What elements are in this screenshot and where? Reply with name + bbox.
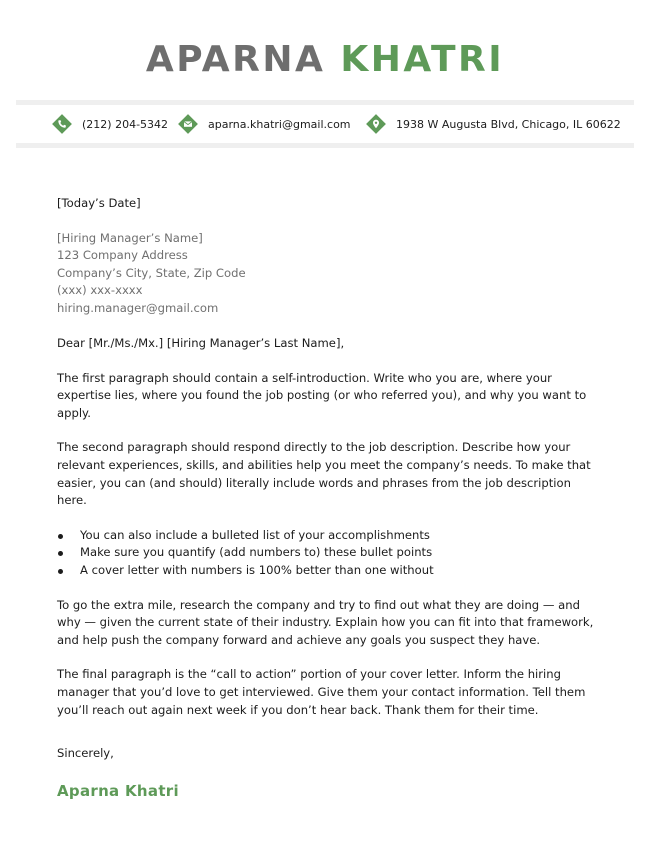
accomplishments-list: [57, 527, 597, 580]
paragraph-4: The final paragraph is the “call to action” portion of your cover letter. Inform the hiring manager that you’d love to get interviewed. Give them your contact information. Tell them you’ll reach out again next week if you don’t hear back. Thank them for their time.: [57, 667, 586, 717]
paragraph-2: The second paragraph should respond directly to the job description. Describe how your relevant experiences, skills, and abilities help you meet the company’s needs. To make that easier, you can (and should) literally include words and phrases from the job description here.: [57, 440, 591, 508]
recipient-address: 123 Company Address: [57, 248, 188, 263]
contact-email: [178, 114, 351, 134]
closing: Sincerely,: [57, 746, 114, 761]
contact-phone: [52, 114, 168, 134]
list-item: [57, 544, 597, 562]
contact-address: [366, 114, 621, 134]
address-text: 1938 W Augusta Blvd, Chicago, IL 60622: [396, 117, 621, 131]
recipient-block: [57, 230, 597, 318]
list-item: [57, 527, 597, 545]
location-pin-icon: [366, 114, 386, 134]
first-name: APARNA: [145, 39, 326, 80]
bullet-text: You can also include a bulleted list of your accomplishments: [80, 527, 430, 542]
bullet-text: A cover letter with numbers is 100% better than one without: [80, 563, 434, 578]
last-name: KHATRI: [340, 39, 505, 80]
envelope-icon: [178, 114, 198, 134]
letter-date: [Today’s Date]: [57, 196, 141, 210]
list-item: [57, 562, 597, 580]
recipient-name: [Hiring Manager’s Name]: [57, 230, 203, 245]
phone-icon: [52, 114, 72, 134]
applicant-name-heading: [0, 38, 650, 82]
paragraph-3: To go the extra mile, research the company and try to find out what they are doing — and why — given the current state of their industry. Explain how you can fit into that framework, and help push the company forward and achieve any goals you suspect they have.: [57, 597, 594, 647]
bullet-text: Make sure you quantify (add numbers to) these bullet points: [80, 545, 433, 560]
bullet-icon: [58, 569, 63, 574]
letter-body: [57, 195, 597, 800]
bullet-icon: [58, 551, 63, 556]
email-text: aparna.khatri@gmail.com: [208, 117, 351, 131]
salutation: Dear [Mr./Ms./Mx.] [Hiring Manager’s Last Name],: [57, 336, 345, 351]
recipient-email: hiring.manager@gmail.com: [57, 300, 219, 315]
paragraph-1: The first paragraph should contain a self-introduction. Write who you are, where your expertise lies, where you found the job posting (or who referred you), and why you want to apply.: [57, 370, 587, 420]
contact-bar: [16, 100, 634, 148]
recipient-phone: (xxx) xxx-xxxx: [57, 283, 143, 298]
signature: Aparna Khatri: [57, 781, 179, 800]
phone-text: (212) 204-5342: [82, 117, 169, 131]
bullet-icon: [58, 534, 63, 539]
recipient-city: Company’s City, State, Zip Code: [57, 265, 246, 280]
